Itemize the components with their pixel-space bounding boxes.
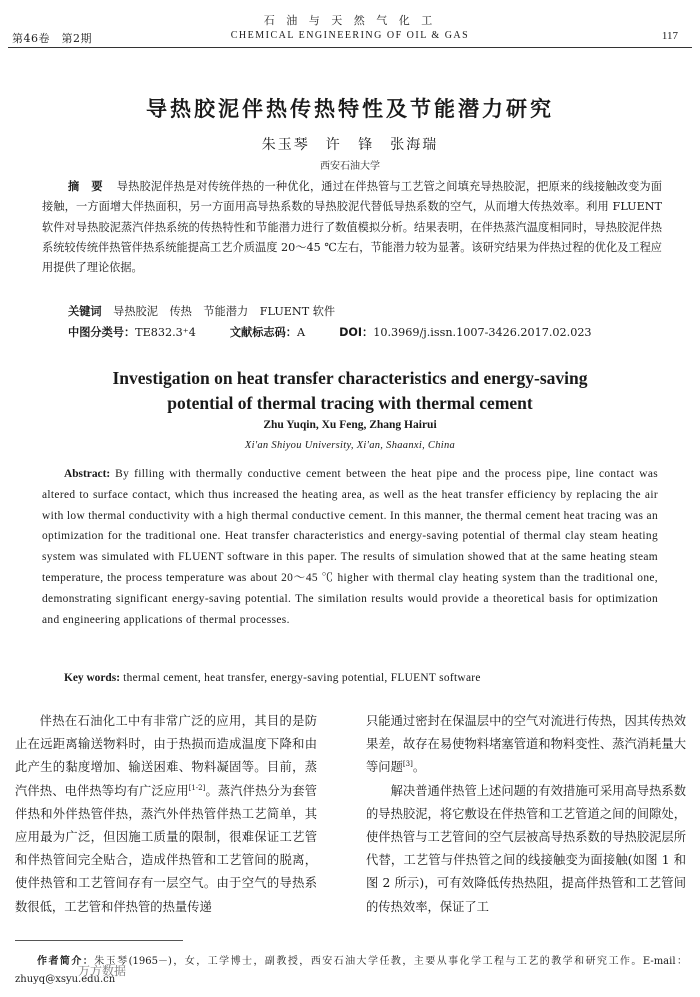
keywords-en-text: thermal cement, heat transfer, energy-saving potential, FLUENT software — [123, 672, 481, 684]
keywords-en-label: Key words: — [64, 672, 120, 684]
header-rule — [8, 47, 692, 48]
keyword-cn: 导热胶泥 — [113, 305, 158, 318]
doi-label: DOI： — [339, 326, 374, 339]
journal-name-cn: 石 油 与 天 然 气 化 工 — [263, 14, 437, 27]
authors-en: Zhu Yuqin, Xu Feng, Zhang Hairui — [263, 419, 437, 431]
classification-line — [68, 324, 592, 340]
footnote-rule — [15, 940, 183, 941]
body-paragraph: 解决普通伴热管上述问题的有效措施可采用高导热系数的导热胶泥，将它敷设在伴热管和工艺管道之间的间隙处，使伴热管与工艺管间的空气层被高导热系数的导热胶泥层所代替，工艺管与伴热管之间的线接触变为面接触(如图 1 和图 2 所示)，可有效降低传热热阻，提高伴热管和工艺管间的传热效率，保证了工 — [366, 783, 686, 914]
keyword-cn: 节能潜力 — [203, 305, 249, 318]
abstract-en-text: By filling with thermally conductive cement between the heat pipe and the process pipe, line contact was altered to surface contact, which thus increased the heating area, as well as the heat transfer efficiency by replacing the air with low thermal conductivity with a high thermal conductive cement. In this manner, the thermal cement heat tracing was an optimization for the traditional one. Heat transfer characteristics and energy-saving potential of thermal clay steam heating system was simulated with FLUENT software in this paper. The results of simulation showed that at the same heating steam temperature, the process temperature was about 20～45 ℃ higher with thermal clay heating system than the traditional one, demonstrating significant energy-saving potential. The similation results would provide a theoretical basis for optimization and engineering applications of thermal processes. — [42, 468, 659, 626]
clc-value: TE832.3⁺4 — [135, 326, 196, 339]
body-column-right — [366, 710, 686, 919]
body-paragraph — [15, 710, 317, 919]
doi-value: 10.3969/j.issn.1007-3426.2017.02.023 — [373, 326, 592, 339]
keywords-en — [64, 672, 481, 684]
body-text: 。蒸汽伴热分为套管伴热和外伴热管伴热，蒸汽外伴热管伴热工艺简单，其应用最为广泛，但因施工质量的限制，很难保证工艺管和伴热管间完全贴合，造成伴热管和工艺管间的脱离，使伴热管和工艺管间存有一层空气。由于空气的导热系数很低，工艺管和伴热管的热量传递 — [15, 783, 317, 914]
citation: [3] — [402, 760, 413, 769]
body-column-left — [15, 710, 317, 919]
keyword-cn: FLUENT 软件 — [259, 305, 336, 318]
body-paragraph — [366, 710, 686, 780]
page-number: 117 — [661, 30, 678, 42]
journal-volume-issue: 第46卷 第2期 — [12, 32, 92, 45]
abstract-cn-text: 导热胶泥伴热是对传统伴热的一种优化，通过在伴热管与工艺管之间填充导热胶泥，把原来的线接触改变为面接触，一方面增大伴热面积，另一方面用高导热系数的导热胶泥代替低导热系数的空气，从而增大传热效率。利用 FLUENT 软件对导热胶泥蒸汽伴热系统的传热特性和节能潜力进行了数值模拟分析。结果表明，在伴热蒸汽温度相同时，导热胶泥伴热系统较传统伴热管伴热系统能提高工艺介质温度 20～45 ℃左右，节能潜力较为显著。该研究结果为伴热过程的优化及工程应用提供了理论依据。 — [42, 180, 662, 275]
paper-title-cn: 导热胶泥伴热传热特性及节能潜力研究 — [146, 97, 554, 121]
watermark: 万方数据 — [78, 964, 127, 978]
clc-label: 中图分类号： — [68, 326, 136, 339]
keyword-cn: 传热 — [169, 305, 192, 318]
doc-code-label: 文献标志码： — [229, 326, 297, 339]
abstract-cn-label: 摘 要 — [68, 180, 107, 193]
affiliation-cn: 西安石油大学 — [320, 161, 380, 172]
authors-cn: 朱玉琴 许 锋 张海瑞 — [261, 137, 439, 153]
body-text: 只能通过密封在保温层中的空气对流进行传热，因其传热效果差，故存在易使物料堵塞管道和物料变性、蒸汽消耗量大等问题 — [366, 714, 686, 775]
footnote-label: 作者简介： — [37, 956, 95, 967]
body-text: 伴热在石油化工中有非常广泛的应用，其目的是防止在远距离输送物料时，由于热损而造成温度下降和由此产生的黏度增加、输送困难、物料凝固等。目前，蒸汽伴热、电伴热等均有广泛应用 — [15, 714, 317, 798]
abstract-en-label: Abstract: — [64, 468, 111, 480]
keywords-cn-label: 关键词 — [68, 305, 102, 318]
keywords-cn — [68, 303, 343, 319]
paper-title-en — [0, 366, 700, 416]
citation: [1-2] — [188, 783, 206, 792]
body-text: 。 — [412, 760, 426, 775]
paper-title-en-line1: Investigation on heat transfer characteristics and energy-saving — [112, 368, 588, 388]
abstract-en — [42, 464, 658, 630]
doc-code-value: A — [296, 326, 306, 339]
footnote-text: 朱玉琴(1965－)，女，工学博士，副教授，西安石油大学任教，主要从事化学工程与工艺的教学和研究工作。E-mail：zhuyq@xsyu.edu.cn — [15, 956, 687, 985]
affiliation-en: Xi'an Shiyou University, Xi'an, Shaanxi, China — [244, 440, 456, 451]
abstract-cn — [42, 177, 662, 278]
journal-name-en: CHEMICAL ENGINEERING OF OIL & GAS — [230, 30, 470, 41]
paper-title-en-line2: potential of thermal tracing with thermal cement — [167, 393, 533, 413]
